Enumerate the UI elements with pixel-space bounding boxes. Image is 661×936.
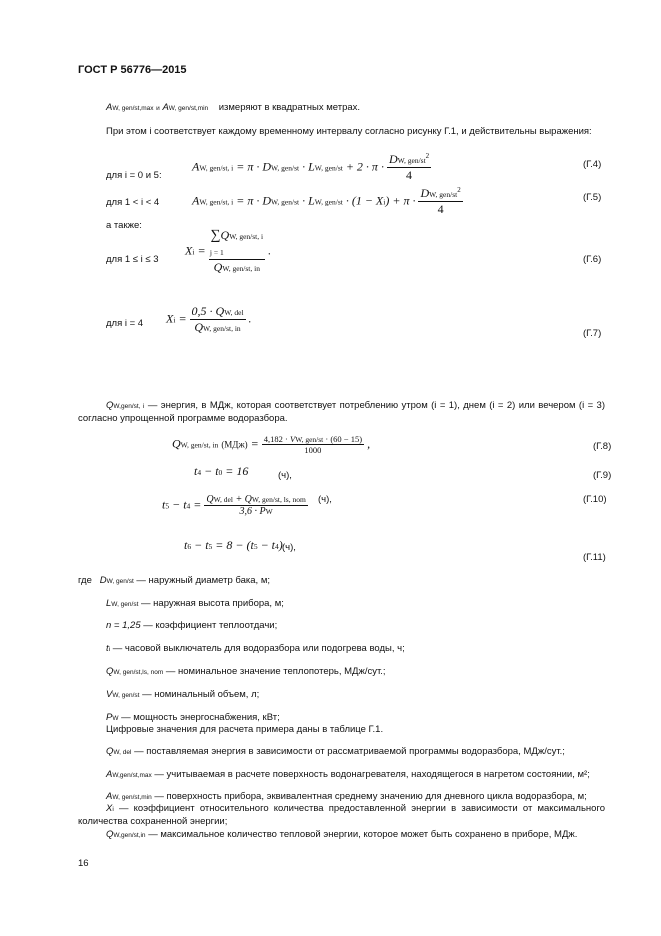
unit-g10: (ч),: [318, 494, 332, 505]
def-8: QW, del — поставляемая энергия в зависимости от рассматриваемой программы водоразбора, МДж/сут.;: [106, 746, 565, 757]
also-label: а также:: [106, 220, 142, 231]
eq-number-g8: (Г.8): [593, 441, 612, 452]
def-9: AW,gen/st,max — учитываемая в расчете поверхность водонагревателя, находящегося в нагретом состоянии, м²;: [106, 769, 590, 780]
unit-g11: (ч),: [282, 542, 296, 553]
condition-g7: для i = 4: [106, 318, 144, 329]
page-number: 16: [78, 858, 89, 869]
formula-g10: t5 − t4 = $\frac{\text{QW, del + QW, gen/st, ls, nom}}{3,6 \cdot PW}$: [162, 494, 306, 517]
def-3: n = 1,25 — коэффициент теплоотдачи;: [106, 620, 278, 631]
eq-number-g5: (Г.5): [583, 192, 602, 203]
eq-number-g9: (Г.9): [593, 470, 612, 481]
formula-g4: AW, gen/st, i = π · DW, gen/st · LW, gen/st + 2 · π · $\frac{DW, gen/st^2}{4}$: [192, 152, 430, 182]
formula-g11: t6 − t5 = 8 − (t5 − t4): [184, 538, 283, 552]
condition-g5: для 1 < i < 4: [106, 197, 160, 208]
def-1: где DW, gen/st — наружный диаметр бака, м;: [78, 575, 271, 586]
energy-paragraph: QW,gen/st, i — энергия, в МДж, которая соответствует потреблению утром (i = 1), днем (i = 2) или вечером (i = 3) согласно упрощенной программе водоразбора.: [78, 400, 605, 424]
page-header: ГОСТ Р 56776—2015: [78, 64, 187, 76]
condition-g4: для i = 0 и 5:: [106, 170, 162, 181]
intro-line: AW, gen/st,max и AW, gen/st,min измеряют в квадратных метрах.: [106, 102, 361, 113]
def-4: ti — часовой выключатель для водоразбора или подогрева воды, ч;: [106, 643, 405, 654]
def-12: QW,gen/st,in — максимальное количество тепловой энергии, которое может быть сохранено в приборе, МДж.: [106, 829, 578, 840]
eq-number-g11: (Г.11): [583, 552, 606, 563]
unit-g9: (ч),: [278, 470, 292, 481]
condition-g6: для 1 ≤ i ≤ 3: [106, 254, 159, 265]
eq-number-g4: (Г.4): [583, 159, 602, 170]
formula-g7: Xi = $\frac{\text{0,5 · QW, del}}{\text{QW, gen/st, in}}$ .: [166, 304, 252, 334]
def-6: VW, gen/st — номинальный объем, л;: [106, 689, 260, 700]
formula-g8: QW, gen/st, in (МДж) = $\frac{\text{4,182 · VW, gen/st · (60 − 15)}}{1000}$ ,: [172, 434, 371, 455]
formula-g5: AW, gen/st, i = π · DW, gen/st · LW, gen/st · (1 − Xi) + π · $\frac{DW, gen/st^2}{4}$: [192, 186, 461, 216]
formula-g6: Xi = ∑QW, gen/st, i j = 1 QW, gen/st, in .: [185, 228, 272, 274]
def-2: LW, gen/st — наружная высота прибора, м;: [106, 598, 284, 609]
def-5: QW, gen/st,ls, nom — номинальное значение теплопотерь, МДж/сут.;: [106, 666, 386, 677]
table-note: Цифровые значения для расчета примера даны в таблице Г.1.: [106, 724, 384, 735]
def-10: AW, gen/st,min — поверхность прибора, эквивалентная среднему значению для дневного цикла водоразбора, м;: [106, 791, 587, 802]
intro-paragraph: При этом i соответствует каждому временному интервалу согласно рисунку Г.1, и действительны выражения:: [106, 126, 592, 137]
eq-number-g7: (Г.7): [583, 328, 602, 339]
def-11: Xi — коэффициент относительного количества предоставленной энергии в зависимости от максимального количества сохраненной энергии;: [78, 803, 605, 827]
eq-number-g6: (Г.6): [583, 254, 602, 265]
eq-number-g10: (Г.10): [583, 494, 607, 505]
def-7: PW — мощность энергоснабжения, кВт;: [106, 712, 280, 723]
formula-g9: t4 − t0 = 16: [194, 464, 249, 478]
